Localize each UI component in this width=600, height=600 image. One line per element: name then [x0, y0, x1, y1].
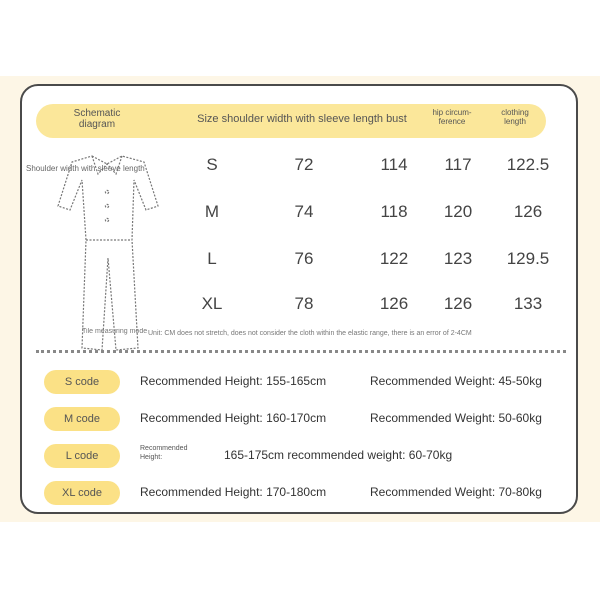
recommendation-row: [22, 442, 578, 472]
table-row: [22, 150, 562, 180]
header-length: clothing length: [501, 108, 529, 126]
header-measurements: Size shoulder width with sleeve length bust: [197, 113, 407, 125]
bust-cell: 126: [379, 294, 409, 313]
recommended-height: Recommended Height: 155-165cm: [140, 374, 327, 388]
length-cell: 126: [513, 202, 543, 221]
recommended-weight: Recommended Weight: 45-50kg: [370, 374, 542, 388]
recommended-height-weight: 165-175cm recommended weight: 60-70kg: [224, 448, 453, 462]
bust-cell: 118: [380, 202, 408, 221]
length-cell: 122.5: [506, 155, 550, 174]
diagram-label: Shoulder width with sleeve length: [26, 164, 145, 173]
table-row: [22, 197, 562, 227]
table-row: [22, 244, 562, 274]
size-cell: M: [204, 202, 220, 221]
dotted-divider: [36, 350, 566, 353]
hip-cell: 126: [443, 294, 473, 313]
recommended-height: Recommended Height: 160-170cm: [140, 411, 327, 425]
size-cell: XL: [201, 294, 223, 313]
recommended-weight: Recommended Weight: 50-60kg: [370, 411, 542, 425]
size-code-badge: M code: [44, 407, 120, 431]
size-code-badge: L code: [44, 444, 120, 468]
shoulder-sleeve-cell: 76: [294, 249, 314, 268]
table-row: [22, 289, 562, 319]
header-hip: hip circum-ference: [432, 108, 472, 126]
bust-cell: 122: [379, 249, 409, 268]
unit-note: Unit: CM does not stretch, does not consider the cloth within the elastic range, there is an error of 2-4CM: [148, 330, 472, 337]
size-code-badge: XL code: [44, 481, 120, 505]
size-chart-card: [20, 84, 578, 514]
recommendation-row: [22, 405, 578, 435]
header-diagram: Schematic diagram: [73, 108, 121, 130]
length-cell: 133: [513, 294, 543, 313]
size-cell: L: [207, 249, 217, 268]
shoulder-sleeve-cell: 78: [294, 294, 314, 313]
length-cell: 129.5: [506, 249, 550, 268]
size-cell: S: [206, 155, 218, 174]
size-code-badge: S code: [44, 370, 120, 394]
recommended-height-small: Recommended Height:: [140, 445, 188, 461]
recommendation-row: [22, 479, 578, 509]
recommended-height: Recommended Height: 170-180cm: [140, 485, 327, 499]
recommendation-row: [22, 368, 578, 398]
bust-cell: 114: [380, 155, 408, 174]
hip-cell: 117: [444, 155, 472, 174]
shoulder-sleeve-cell: 72: [294, 155, 314, 174]
shoulder-sleeve-cell: 74: [294, 202, 314, 221]
hip-cell: 120: [443, 202, 473, 221]
recommended-weight: Recommended Weight: 70-80kg: [370, 485, 542, 499]
hip-cell: 123: [443, 249, 473, 268]
measure-mode-label: Tile measuring mode: [82, 328, 148, 335]
